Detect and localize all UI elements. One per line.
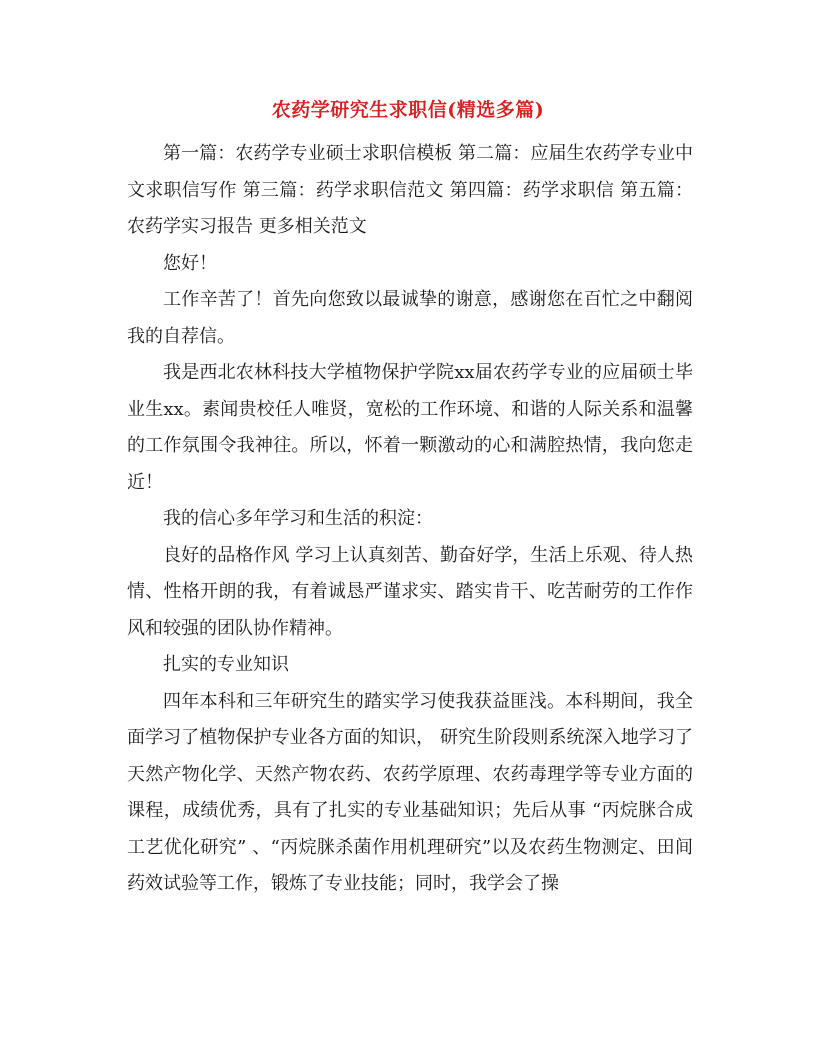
document-body [127,136,693,903]
paragraph-confidence: 我的信心多年学习和生活的积淀： [163,508,433,529]
paragraph-knowledge-heading: 扎实的专业知识 [163,654,289,675]
paragraph-character: 良好的品格作风 学习上认真刻苦、勤奋好学，生活上乐观、待人热情、性格开朗的我，有着诚恳严谨求实、踏实肯干、吃苦耐劳的工作作风和较强的团队协作精神。 [127,544,693,639]
paragraph-greeting: 您好！ [163,252,217,274]
paragraph-introduction: 我是西北农林科技大学植物保护学院xx届农药学专业的应届硕士毕业生xx。素闻贵校任人唯贤，宽松的工作环境、和谐的人际关系和温馨的工作氛围令我神往。所以，怀着一颗激动的心和满腔热情，我向您走近！ [127,362,693,493]
paragraph-toc: 第一篇：农药学专业硕士求职信模板 第二篇：应届生农药学专业中文求职信写作 第三篇：药学求职信范文 第四篇：药学求职信 第五篇：农药学实习报告 更多相关范文 [127,143,693,237]
paragraph-thanks: 工作辛苦了！首先向您致以最诚挚的谢意，感谢您在百忙之中翻阅我的自荐信。 [127,289,693,347]
paragraph-study: 四年本科和三年研究生的踏实学习使我获益匪浅。本科期间，我全面学习了植物保护专业各方面的知识， 研究生阶段则系统深入地学习了天然产物化学、天然产物农药、农药学原理、农药毒理学等专业方面的课程，成绩优秀，具有了扎实的专业基础知识；先后从事 “丙烷脒合成工艺优化研究” 、“丙烷脒杀菌作用机理研究”以及农药生物测定、田间药效试验等工作，锻炼了专业技能；同时，我学会了操 [127,690,693,894]
document-title: 农药学研究生求职信(精选多篇) [271,99,545,121]
